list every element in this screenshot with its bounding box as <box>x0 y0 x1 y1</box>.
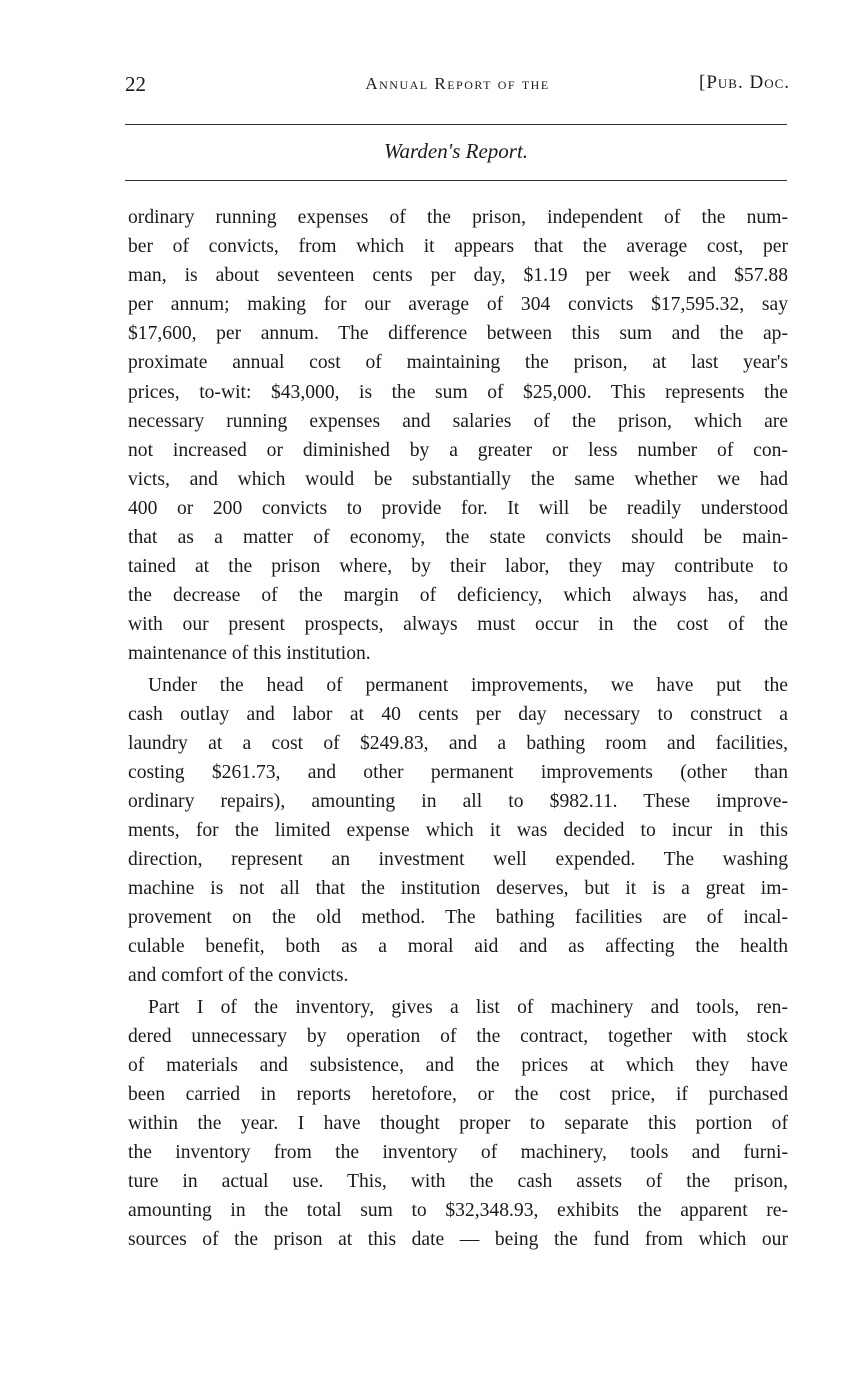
body-text <box>128 203 788 1254</box>
text-line: culable benefit, both as a moral aid and as affecting the health <box>128 936 788 958</box>
text-line: maintenance of this institution. <box>128 643 371 665</box>
text-line: man, is about seventeen cents per day, $1.19 per week and $57.88 <box>128 265 788 287</box>
header-rule-top <box>125 124 787 125</box>
text-line: provement on the old method. The bathing facilities are of incal- <box>128 907 788 929</box>
page-number: 22 <box>125 72 146 96</box>
text-line: been carried in reports heretofore, or the cost price, if purchased <box>128 1083 788 1105</box>
text-line: proximate annual cost of maintaining the prison, at last year's <box>128 352 788 374</box>
text-line: ordinary running expenses of the prison, independent of the num- <box>128 207 788 228</box>
header-rule-bottom <box>125 180 787 181</box>
text-line: the inventory from the inventory of machinery, tools and furni- <box>128 1142 788 1163</box>
section-title: Warden's Report. <box>383 139 529 163</box>
running-title: Annual Report of the <box>365 74 550 93</box>
text-line: amounting in the total sum to $32,348.93, exhibits the apparent re- <box>128 1200 788 1222</box>
text-line: victs, and which would be substantially the same whether we had <box>128 468 788 490</box>
text-line: cash outlay and labor at 40 cents per day necessary to construct a <box>128 703 788 725</box>
page-header <box>125 72 790 102</box>
text-line: direction, represent an investment well expended. The washing <box>128 849 788 871</box>
text-line: and comfort of the convicts. <box>128 965 349 987</box>
text-line: of materials and subsistence, and the prices at which they have <box>128 1054 788 1076</box>
running-head-right: [Pub. Doc. <box>699 72 790 93</box>
text-line: costing $261.73, and other permanent improvements (other than <box>128 761 788 783</box>
text-line: sources of the prison at this date — being the fund from which our <box>128 1229 788 1251</box>
text-line: tained at the prison where, by their labor, they may contribute to <box>128 556 788 578</box>
text-line: Part I of the inventory, gives a list of machinery and tools, ren- <box>148 996 788 1018</box>
text-line: ments, for the limited expense which it was decided to incur in this <box>128 819 788 841</box>
text-line: ordinary repairs), amounting in all to $982.11. These improve- <box>128 790 788 812</box>
text-line: prices, to-wit: $43,000, is the sum of $25,000. This represents the <box>128 381 788 403</box>
text-line: ber of convicts, from which it appears that the average cost, per <box>128 236 788 258</box>
text-line: Under the head of permanent improvements, we have put the <box>148 674 788 696</box>
text-line: the decrease of the margin of deficiency, which always has, and <box>128 585 788 607</box>
text-line: not increased or diminished by a greater or less number of con- <box>128 439 788 461</box>
text-line: necessary running expenses and salaries of the prison, which are <box>128 410 788 432</box>
text-line: with our present prospects, always must occur in the cost of the <box>128 614 788 636</box>
text-line: machine is not all that the institution deserves, but it is a great im- <box>128 878 788 900</box>
text-line: dered unnecessary by operation of the contract, together with stock <box>128 1025 788 1047</box>
text-line: that as a matter of economy, the state convicts should be main- <box>128 527 788 549</box>
text-line: $17,600, per annum. The difference between this sum and the ap- <box>128 323 788 345</box>
text-line: laundry at a cost of $249.83, and a bathing room and facilities, <box>128 732 788 754</box>
text-line: within the year. I have thought proper to separate this portion of <box>128 1112 788 1134</box>
text-line: ture in actual use. This, with the cash assets of the prison, <box>128 1171 788 1193</box>
text-line: 400 or 200 convicts to provide for. It will be readily understood <box>128 497 788 519</box>
text-line: per annum; making for our average of 304 convicts $17,595.32, say <box>128 294 788 316</box>
